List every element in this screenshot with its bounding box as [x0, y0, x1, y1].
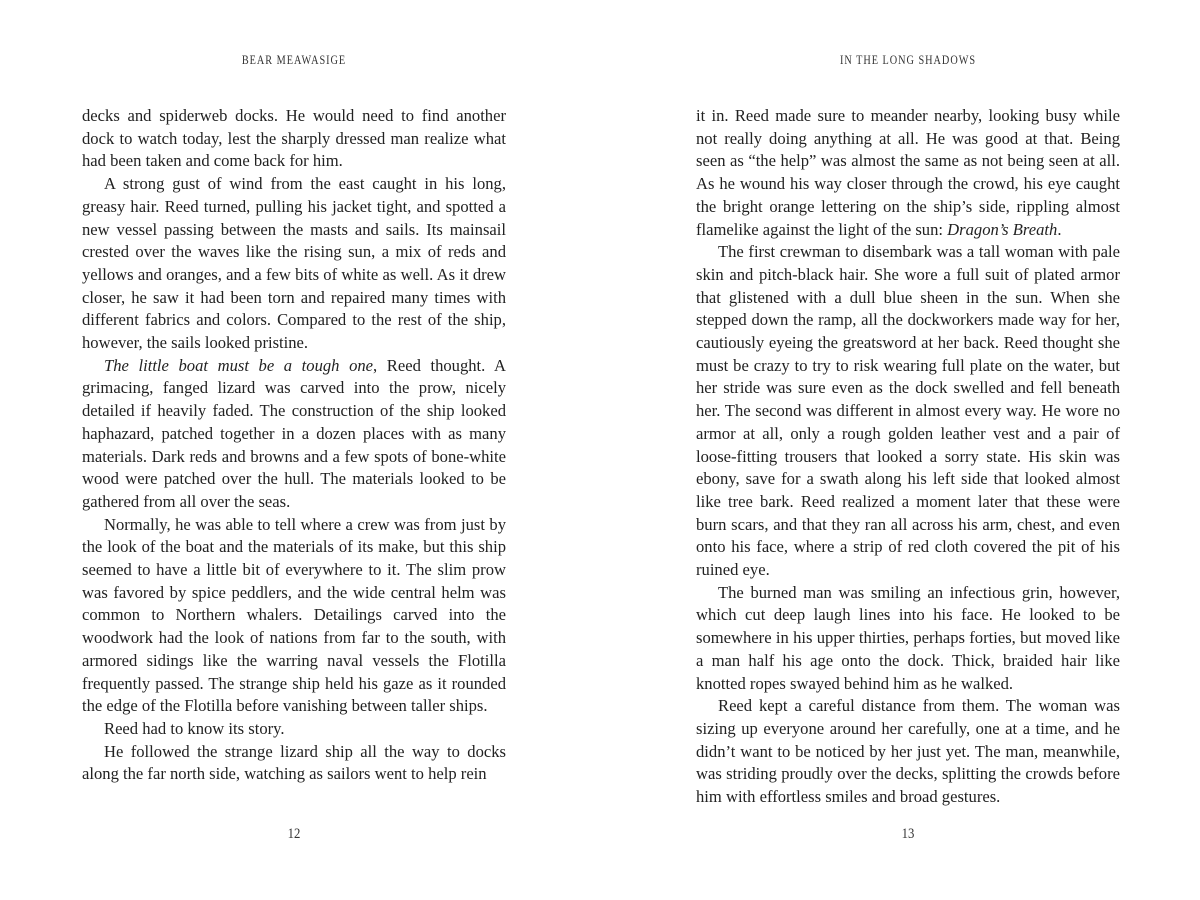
paragraph-end: .	[1057, 219, 1062, 239]
paragraph: Reed had to know its story.	[104, 718, 285, 738]
italic-thought: The little boat must be a tough one	[104, 355, 374, 375]
running-head-author: BEAR MEAWASIGE	[241, 53, 347, 67]
right-page	[696, 0, 1120, 900]
paragraph	[696, 105, 1120, 241]
paragraph: A strong gust of wind from the east caught in his long, greasy hair. Reed turned, pulling his jacket tight, and spotted a new vessel passing between the masts and sails. Its mainsail crested over the waves like the rising sun, a mix of reds and yellows and oranges, and a few bits of white as well. As it drew closer, he saw it had been torn and repaired many times with different fabrics and colors. Compared to the rest of the ship, however, the sails looked pristine.	[82, 174, 506, 353]
paragraph: The first crewman to disembark was a tall woman with pale skin and pitch-black hair. She wore a full suit of plated armor that glistened with a dull blue sheen in the sun. When she stepped down the ramp, all the dockworkers made way for her, cautiously eyeing the greatsword at her back. Reed thought she must be crazy to try to risk wearing full plate on the water, but her stride was sure even as the dock swelled and fell beneath her. The second was different in almost every way. He wore no armor at all, only a rough golden leather vest and a pair of loose-fitting trousers that looked a sorry state. His skin was ebony, save for a swath along his left side that looked almost like tree bark. Reed realized a moment later that these were burn scars, and that they ran all across his arm, chest, and even onto his face, where a strip of red cloth covered the pit of his ruined eye.	[696, 242, 1120, 580]
paragraph-text: , Reed thought. A grimacing, fanged lizard was carved into the prow, nicely detailed if heavily faded. The construction of the ship looked haphazard, patched together in a dozen places with as many materials. Dark reds and browns and a few spots of bone-white wood were patched over the hull. The materials looked to be gathered from all over the seas.	[82, 355, 506, 511]
page-number-left: 12	[287, 826, 301, 842]
page-number-right: 13	[901, 826, 915, 842]
right-page-body	[696, 105, 1120, 809]
paragraph: Normally, he was able to tell where a crew was from just by the look of the boat and the materials of its make, but this ship seemed to have a little bit of everywhere to it. The slim prow was favored by spice peddlers, and the wide central helm was common to Northern whalers. Detailings carved into the woodwork had the look of nations from far to the south, with armored sidings like the warring naval vessels the Flotilla frequently passed. The strange ship held his gaze as it rounded the edge of the Flotilla before vanishing between taller ships.	[82, 514, 506, 716]
paragraph: Reed kept a careful distance from them. The woman was sizing up everyone around her carefully, one at a time, and he didn’t want to be noticed by her just yet. The man, meanwhile, was striding proudly over the decks, splitting the crowds before him with effortless smiles and broad gestures.	[696, 696, 1120, 807]
paragraph: The burned man was smiling an infectious grin, however, which cut deep laugh lines into his face. He looked to be somewhere in his upper thirties, perhaps forties, but moved like a man half his age onto the dock. Thick, braided hair like knotted ropes swayed behind him as he walked.	[696, 582, 1120, 693]
left-page	[82, 0, 506, 900]
paragraph-text: it in. Reed made sure to meander nearby, looking busy while not really doing anything at all. He was good at that. Being seen as “the help” was almost the same as not being seen at all. As he wound his way closer through the crowd, his eye caught the bright orange lettering on the ship’s side, rippling almost flamelike against the light of the sun:	[696, 106, 1120, 239]
paragraph: He followed the strange lizard ship all the way to docks along the far north side, watching as sailors went to help rein	[82, 741, 506, 784]
paragraph	[82, 355, 506, 514]
left-page-body	[82, 105, 506, 786]
paragraph: decks and spiderweb docks. He would need to find another dock to watch today, lest the sharply dressed man realize what had been taken and come back for him.	[82, 106, 506, 171]
running-head-title: IN THE LONG SHADOWS	[839, 53, 977, 67]
ship-name: Dragon’s Breath	[947, 219, 1058, 239]
